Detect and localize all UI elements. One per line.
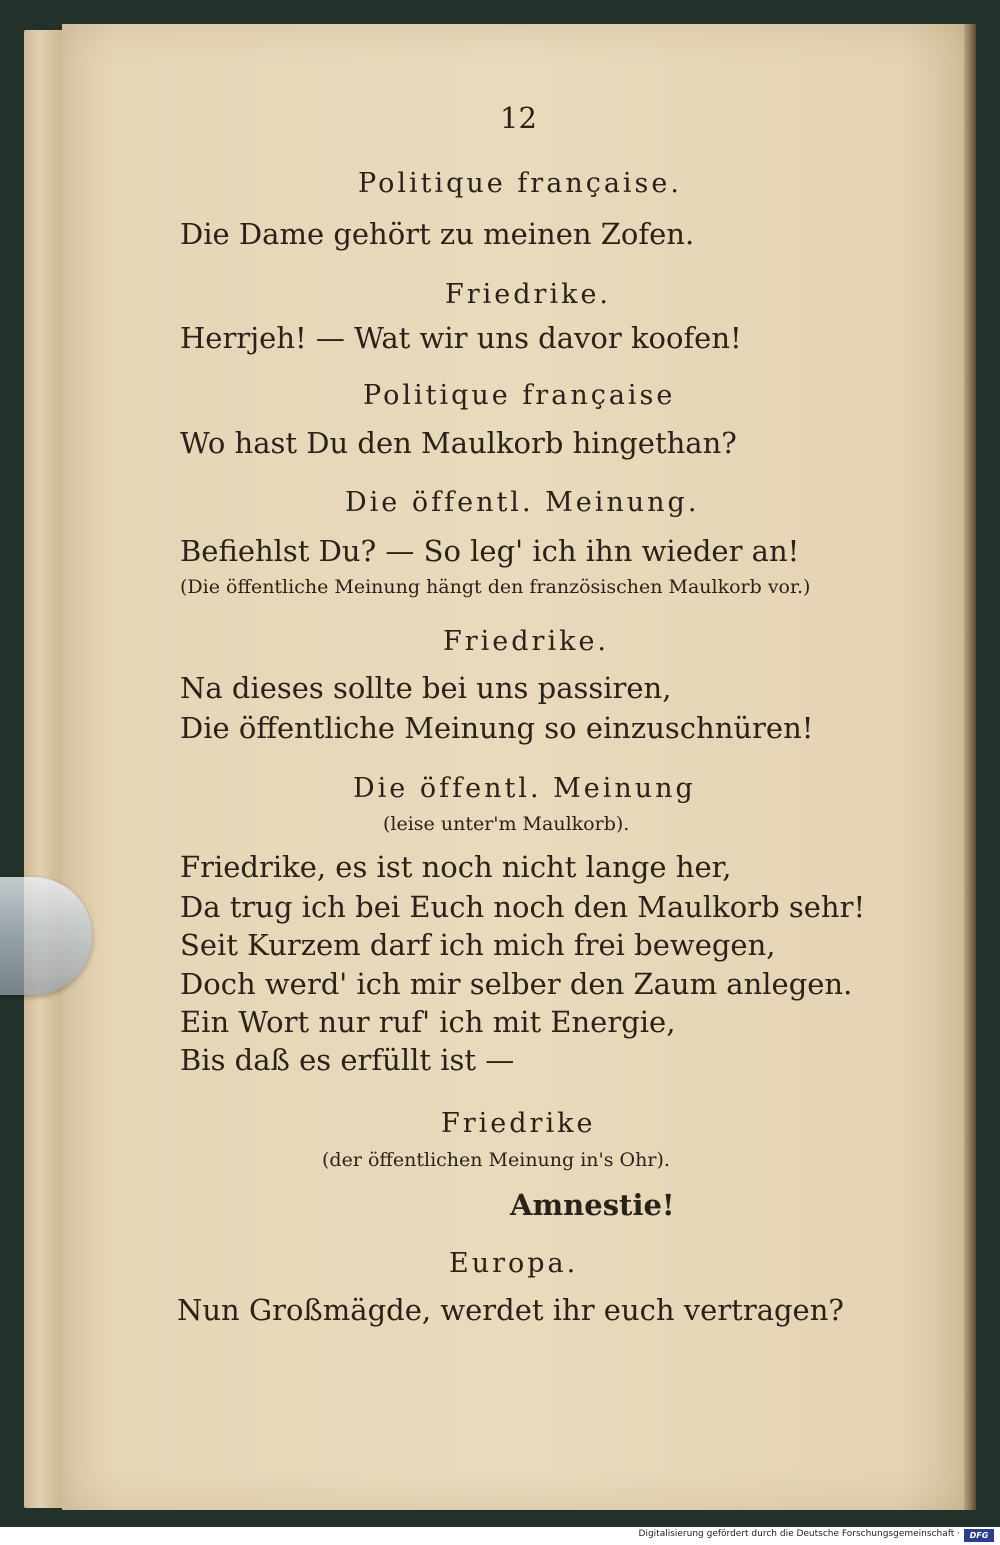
- speaker-heading: Friedrike: [441, 1108, 596, 1139]
- verse-line: Die öffentliche Meinung so einzuschnüren!: [180, 711, 814, 745]
- dfg-logo-icon: DFG: [964, 1529, 994, 1542]
- stage-direction: (der öffentlichen Meinung in's Ohr).: [322, 1149, 670, 1171]
- funding-credit: Digitalisierung gefördert durch die Deutsche Forschungsgemeinschaft ·: [638, 1529, 960, 1539]
- verse-line: Doch werd' ich mir selber den Zaum anlegen.: [180, 967, 853, 1001]
- stage-direction: (leise unter'm Maulkorb).: [383, 813, 630, 835]
- stage-direction: (Die öffentliche Meinung hängt den französischen Maulkorb vor.): [180, 576, 811, 598]
- speaker-heading: Politique française.: [358, 168, 682, 199]
- footer-bar: [0, 1527, 1000, 1545]
- verse-line: Seit Kurzem darf ich mich frei bewegen,: [180, 928, 776, 962]
- speaker-heading: Politique française: [363, 380, 676, 411]
- book-spine: [964, 24, 976, 1510]
- page-number: 12: [500, 101, 537, 135]
- verse-line: Ein Wort nur ruf' ich mit Energie,: [180, 1005, 676, 1039]
- verse-line: Wo hast Du den Maulkorb hingethan?: [180, 426, 737, 460]
- speaker-heading: Europa.: [449, 1248, 579, 1279]
- verse-line-emphasis: Amnestie!: [510, 1188, 675, 1222]
- verse-line: Na dieses sollte bei uns passiren,: [180, 671, 672, 705]
- speaker-heading: Friedrike.: [445, 279, 612, 310]
- speaker-heading: Die öffentl. Meinung.: [345, 487, 700, 518]
- verse-line: Die Dame gehört zu meinen Zofen.: [180, 217, 695, 251]
- verse-line: Da trug ich bei Euch noch den Maulkorb sehr!: [180, 890, 866, 924]
- speaker-heading: Friedrike.: [443, 626, 610, 657]
- speaker-heading: Die öffentl. Meinung: [353, 773, 696, 804]
- verse-line: Befiehlst Du? — So leg' ich ihn wieder an!: [180, 534, 800, 568]
- verse-line: Friedrike, es ist noch nicht lange her,: [180, 850, 732, 884]
- verse-line: Nun Großmägde, werdet ihr euch vertragen?: [177, 1293, 844, 1327]
- verse-line: Herrjeh! — Wat wir uns davor koofen!: [180, 321, 742, 355]
- verse-line: Bis daß es erfüllt ist —: [180, 1043, 515, 1077]
